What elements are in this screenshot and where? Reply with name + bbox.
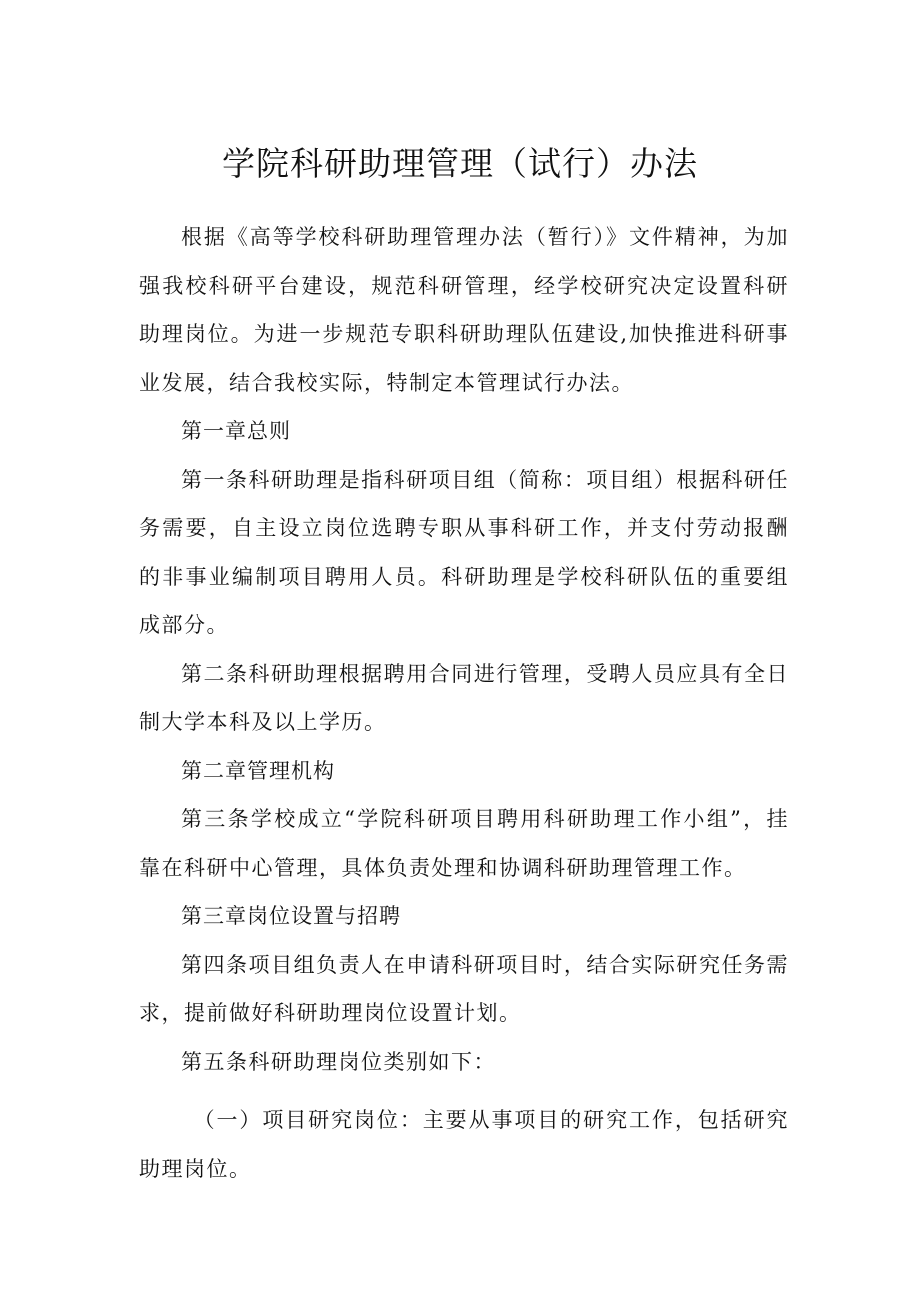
- chapter-heading: 第二章管理机构: [181, 758, 335, 783]
- article-paragraph: 第三条学校成立“学院科研项目聘用科研助理工作小组”，挂靠在科研中心管理，具体负责处理和协调科研助理管理工作。: [139, 807, 789, 880]
- article-paragraph: 第一条科研助理是指科研项目组（简称：项目组）根据科研任务需要，自主设立岗位选聘专职从事科研工作，并支付劳动报酬的非事业编制项目聘用人员。科研助理是学校科研队伍的重要组成部分。: [139, 467, 789, 637]
- article-paragraph: 第二条科研助理根据聘用合同进行管理，受聘人员应具有全日制大学本科及以上学历。: [139, 661, 789, 734]
- article-paragraph: 第五条科研助理岗位类别如下：: [181, 1049, 496, 1074]
- list-item: （一）项目研究岗位：主要从事项目的研究工作，包括研究助理岗位。: [139, 1108, 789, 1181]
- document-title: 学院科研助理管理（试行）办法: [222, 144, 698, 183]
- chapter-heading: 第一章总则: [181, 419, 291, 443]
- intro-paragraph: 根据《高等学校科研助理管理办法（暂行）》文件精神，为加强我校科研平台建设，规范科研管理，经学校研究决定设置科研助理岗位。为进一步规范专职科研助理队伍建设,加快推进科研事业发展，结合我校实际，特制定本管理试行办法。: [139, 225, 789, 395]
- article-paragraph: 第四条项目组负责人在申请科研项目时，结合实际研究任务需求，提前做好科研助理岗位设置计划。: [139, 952, 789, 1025]
- chapter-heading: 第三章岗位设置与招聘: [181, 904, 401, 928]
- document-body: [139, 213, 789, 1193]
